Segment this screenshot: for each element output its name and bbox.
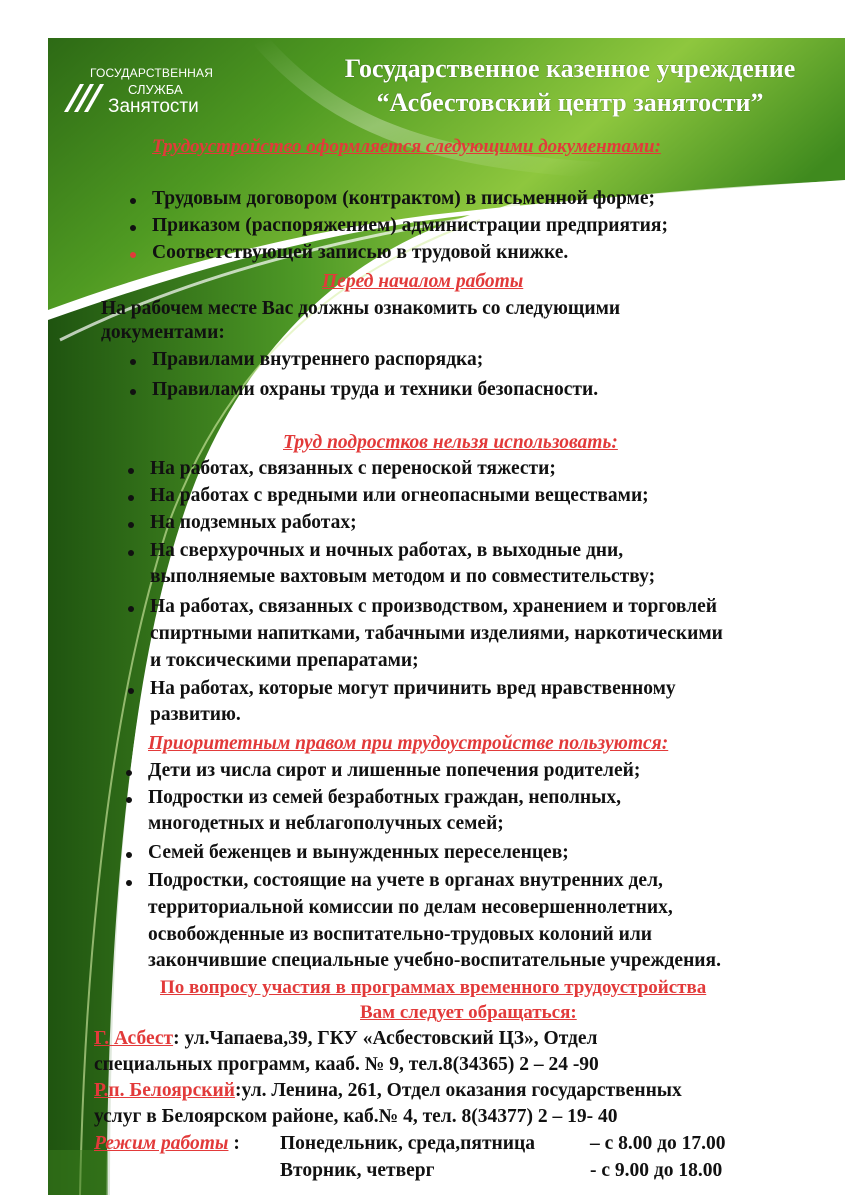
bullet xyxy=(126,770,132,776)
schedule-days2: Вторник, четверг xyxy=(280,1160,435,1181)
service-logo xyxy=(60,62,230,122)
section4-item: Дети из числа сирот и лишенные попечения родителей; xyxy=(148,760,641,781)
section4-item: Семей беженцев и вынужденных переселенцев; xyxy=(148,842,569,863)
section4-item: Подростки из семей безработных граждан, неполных, xyxy=(148,787,621,808)
contacts-heading: По вопросу участия в программах временного трудоустройства xyxy=(160,977,707,998)
section2-intro: документами: xyxy=(101,322,225,343)
section2-item: Правилами охраны труда и техники безопасности. xyxy=(152,379,599,400)
bullet xyxy=(130,252,136,258)
logo-line3: Занятости xyxy=(108,96,199,117)
section2-heading: Перед началом работы xyxy=(322,271,524,292)
section1-item: Трудовым договором (контрактом) в письменной форме; xyxy=(152,188,655,209)
section3-item: На подземных работах; xyxy=(150,512,357,533)
section3-item: На работах, связанных с переноской тяжести; xyxy=(150,458,556,479)
logo-line1: ГОСУДАРСТВЕННАЯ xyxy=(90,66,214,80)
section3-heading: Труд подростков нельзя использовать: xyxy=(283,432,618,453)
bullet xyxy=(130,359,136,365)
section3-item-cont: развитию. xyxy=(150,704,241,725)
section3-item: На работах, которые могут причинить вред нравственному xyxy=(150,678,676,699)
city1-address: : ул.Чапаева,39, ГКУ «Асбестовский ЦЗ», Отдел xyxy=(173,1028,598,1049)
schedule-row xyxy=(94,1133,240,1155)
contacts-heading: Вам следует обращаться: xyxy=(360,1002,577,1023)
section3-item: На работах, связанных с производством, хранением и торговлей xyxy=(150,596,718,617)
bullet xyxy=(128,688,134,694)
section1-item: Соответствующей записью в трудовой книжке. xyxy=(152,242,569,263)
bullet xyxy=(126,880,132,886)
contact-asbest xyxy=(94,1028,598,1050)
schedule-time1: – с 8.00 до 17.00 xyxy=(590,1133,726,1154)
section4-item-cont: территориальной комиссии по делам несовершеннолетних, xyxy=(148,897,673,918)
section1-heading: Трудоустройство оформляется следующими документами: xyxy=(152,136,661,157)
bullet xyxy=(128,495,134,501)
city1-label: Г. Асбест xyxy=(94,1028,174,1049)
section3-item-cont: и токсическими препаратами; xyxy=(150,650,419,671)
bullet xyxy=(126,852,132,858)
bullet xyxy=(130,389,136,395)
bullet xyxy=(128,550,134,556)
section3-item: На работах с вредными или огнеопасными веществами; xyxy=(150,485,649,506)
bullet xyxy=(130,225,136,231)
section2-intro: На рабочем месте Вас должны ознакомить со следующими xyxy=(101,298,621,319)
section4-heading: Приоритетным правом при трудоустройстве пользуются: xyxy=(148,733,669,754)
section3-item: На сверхурочных и ночных работах, в выходные дни, xyxy=(150,540,624,561)
contact-asbest-cont: специальных программ, кааб. № 9, тел.8(34365) 2 – 24 -90 xyxy=(94,1054,599,1075)
bullet xyxy=(128,606,134,612)
schedule-colon: : xyxy=(233,1133,240,1154)
section1-item: Приказом (распоряжением) администрации предприятия; xyxy=(152,215,668,236)
city2-label: Р.п. Белоярский xyxy=(94,1080,235,1101)
bullet xyxy=(126,797,132,803)
section2-item: Правилами внутреннего распорядка; xyxy=(152,349,484,370)
bullet xyxy=(128,468,134,474)
section4-item-cont: закончившие специальные учебно-воспитательные учреждения. xyxy=(148,950,721,971)
schedule-label: Режим работы xyxy=(94,1133,229,1154)
contact-beloyarsky xyxy=(94,1080,682,1102)
schedule-days1: Понедельник, среда,пятница xyxy=(280,1133,535,1154)
logo-line2: СЛУЖБА xyxy=(128,82,183,97)
schedule-time2: - с 9.00 до 18.00 xyxy=(590,1160,723,1181)
section3-item-cont: спиртными напитками, табачными изделиями, наркотическими xyxy=(150,623,723,644)
contact-beloyarsky-cont: услуг в Белоярском районе, каб.№ 4, тел. 8(34377) 2 – 19- 40 xyxy=(94,1106,618,1127)
section3-item-cont: выполняемые вахтовым методом и по совместительству; xyxy=(150,566,656,587)
section4-item-cont: многодетных и неблагополучных семей; xyxy=(148,813,504,834)
section4-item: Подростки, состоящие на учете в органах внутренних дел, xyxy=(148,870,663,891)
page-title-line1: Государственное казенное учреждение xyxy=(344,54,796,83)
bullet xyxy=(128,522,134,528)
section4-item-cont: освобожденные из воспитательно-трудовых колоний или xyxy=(148,924,653,945)
bullet xyxy=(130,198,136,204)
city2-address: :ул. Ленина, 261, Отдел оказания государственных xyxy=(234,1080,682,1101)
page-title-line2: “Асбестовский центр занятости” xyxy=(376,88,764,117)
